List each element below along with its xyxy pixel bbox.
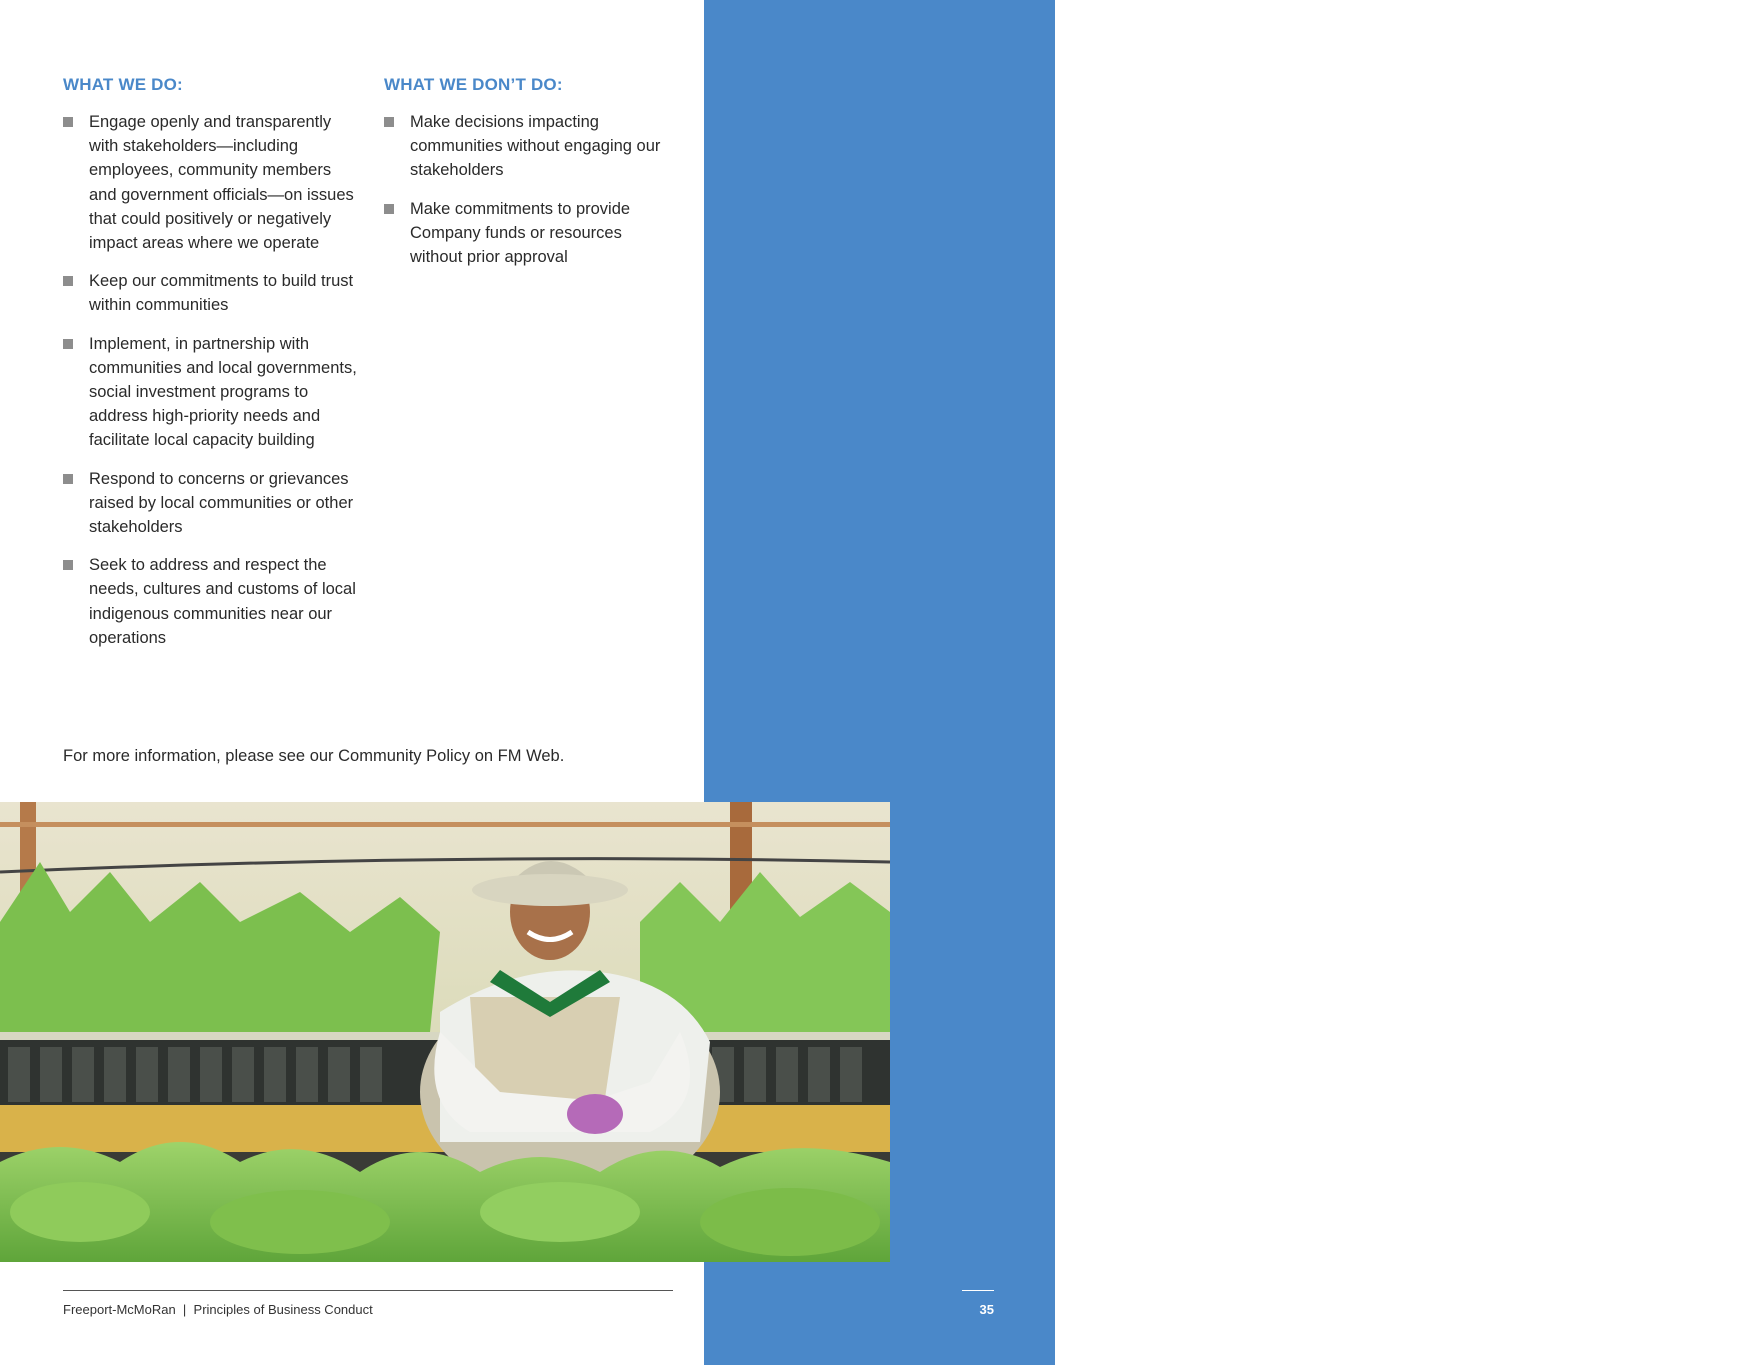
list-item-text: Seek to address and respect the needs, cultures and customs of local indigenous communities near our operations: [89, 556, 356, 647]
list-item-text: Make commitments to provide Company funds or resources without prior approval: [410, 199, 631, 267]
what-we-do-list: [63, 110, 363, 650]
what-we-dont-do-column: [384, 74, 674, 283]
list-item: [63, 269, 363, 317]
page-number: 35: [979, 1302, 994, 1317]
what-we-dont-do-list: [384, 110, 674, 269]
what-we-dont-do-heading: WHAT WE DON’T DO:: [384, 75, 563, 94]
pull-quote: To be successful, we know we must proactively and openly engage stakeholders and work together to continuously improve.: [1456, 73, 1733, 384]
footer-divider: [63, 1290, 673, 1291]
what-we-do-column: [63, 74, 363, 664]
list-item-text: Make decisions impacting communities without engaging our stakeholders: [410, 113, 661, 180]
footer-title: Freeport-McMoRan | Principles of Business Conduct: [63, 1302, 373, 1317]
square-bullet-icon: [63, 276, 73, 286]
list-item-text: Respond to concerns or grievances raised by local communities or other stakeholders: [89, 469, 354, 537]
square-bullet-icon: [63, 474, 73, 484]
square-bullet-icon: [63, 339, 73, 349]
square-bullet-icon: [63, 117, 73, 127]
list-item-text: Engage openly and transparently with stakeholders—including employees, community members and government officials—on issues that could positively or negatively impact areas where we operate: [89, 113, 354, 253]
list-item: [63, 553, 363, 650]
more-info-text: For more information, please see our Community Policy on FM Web.: [63, 747, 565, 765]
square-bullet-icon: [384, 204, 394, 214]
list-item: [63, 332, 363, 453]
list-item: [63, 467, 363, 540]
square-bullet-icon: [384, 117, 394, 127]
page-number-divider: [962, 1290, 994, 1291]
list-item: [384, 110, 674, 183]
list-item-text: Keep our commitments to build trust within communities: [89, 272, 354, 315]
list-item-text: Implement, in partnership with communities and local governments, social investment programs to address high-priority needs and facilitate local capacity building: [89, 334, 357, 450]
list-item: [63, 110, 363, 255]
greenhouse-worker-photo: [0, 802, 890, 1262]
list-item: [384, 197, 674, 270]
square-bullet-icon: [63, 560, 73, 570]
what-we-do-heading: WHAT WE DO:: [63, 75, 183, 94]
